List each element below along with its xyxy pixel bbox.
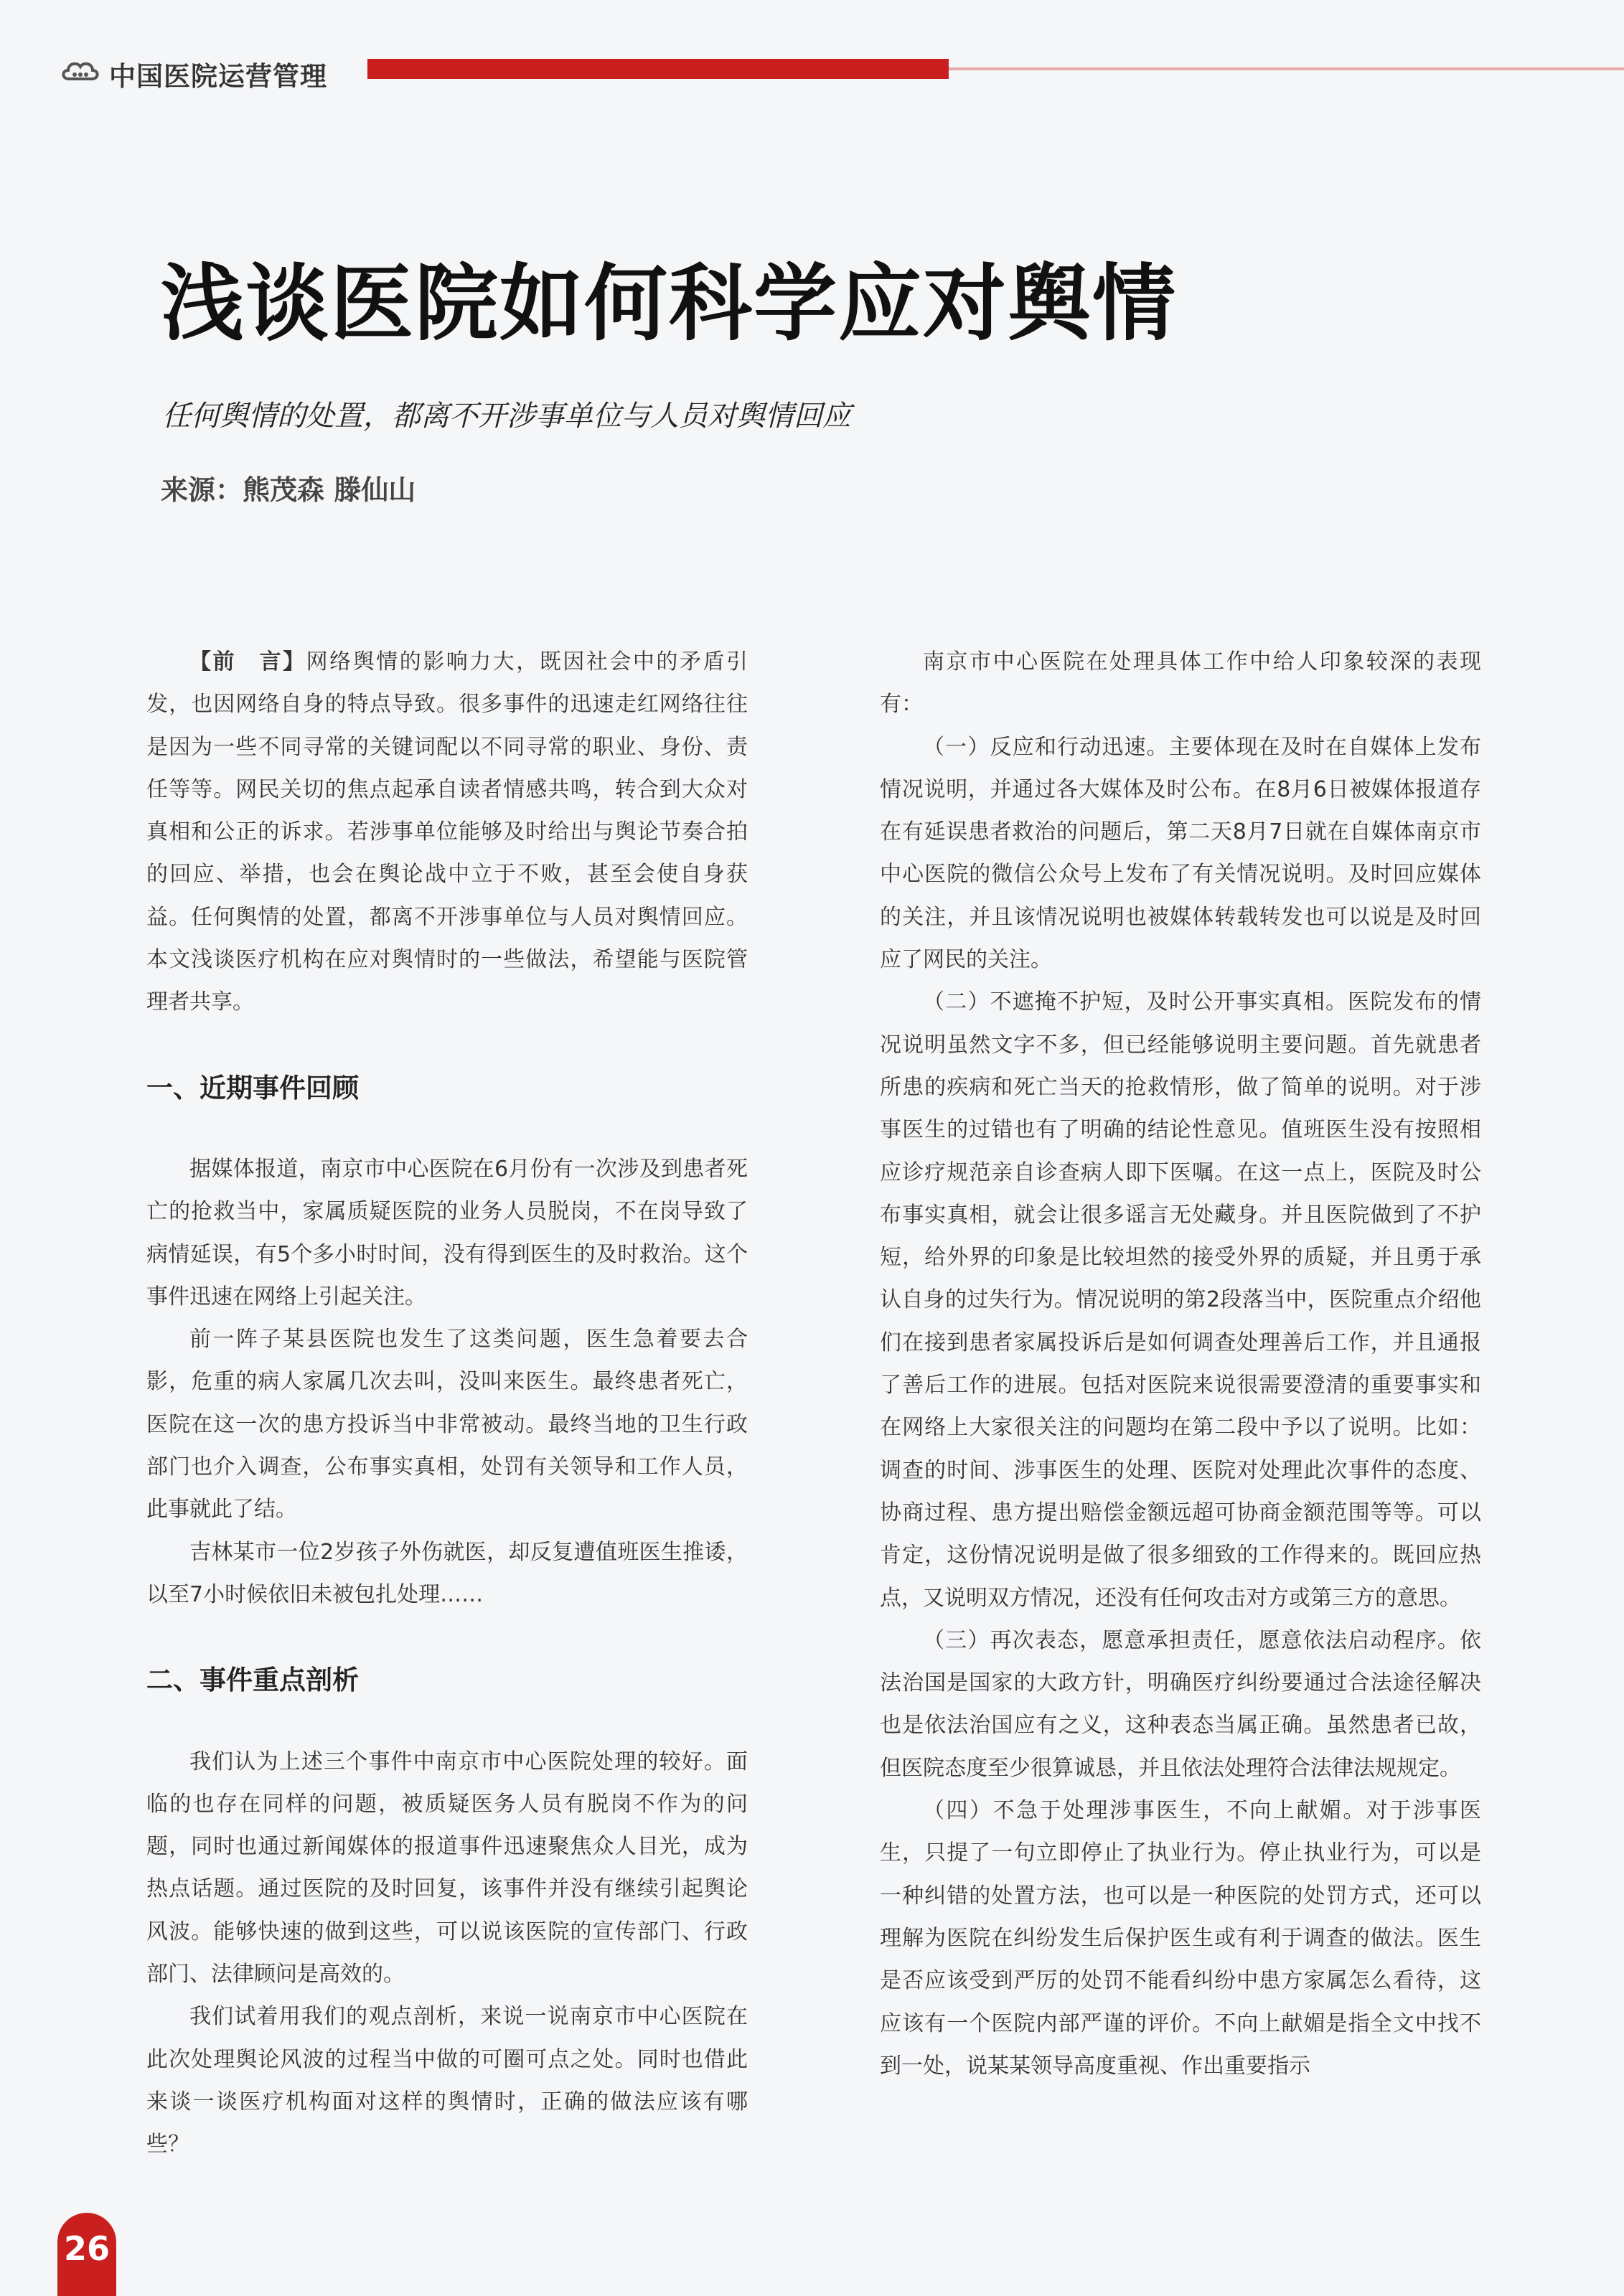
header-accent-bar [367,59,949,79]
section2-paragraph: 我们认为上述三个事件中南京市中心医院处理的较好。面临的也存在同样的问题，被质疑医务人员有脱岗不作为的问题，同时也通过新闻媒体的报道事件迅速聚焦众人目光，成为热点话题。通过医院的及时回复，该事件并没有继续引起舆论风波。能够快速的做到这些，可以说该医院的宣传部门、行政部门、法律顾问是高效的。 [146,1749,748,1987]
page-header [59,52,1624,95]
section2-heading: 二、事件重点剖析 [146,1665,359,1696]
article-source: 来源：熊茂森 滕仙山 [161,474,416,506]
preface-tag: 【前 言】 [189,649,306,674]
section1-paragraph: 吉林某市一位2岁孩子外伤就医，却反复遭值班医生推诿，以至7小时候依旧未被包扎处理…… [146,1539,748,1607]
page-number: 26 [57,2213,116,2296]
magazine-name: 中国医院运营管理 [109,61,327,92]
left-column [146,641,748,2166]
article-title: 浅谈医院如何科学应对舆情 [161,255,1177,352]
right-paragraph: （二）不遮掩不护短，及时公开事实真相。医院发布的情况说明虽然文字不多，但已经能够说明主要问题。首先就患者所患的疾病和死亡当天的抢救情形，做了简单的说明。对于涉事医生的过错也有了明确的结论性意见。值班医生没有按照相应诊疗规范亲自诊查病人即下医嘱。在这一点上，医院及时公布事实真相，就会让很多谣言无处藏身。并且医院做到了不护短，给外界的印象是比较坦然的接受外界的质疑，并且勇于承认自身的过失行为。情况说明的第2段落当中，医院重点介绍他们在接到患者家属投诉后是如何调查处理善后工作，并且通报了善后工作的进展。包括对医院来说很需要澄清的重要事实和在网络上大家很关注的问题均在第二段中予以了说明。比如：调查的时间、涉事医生的处理、医院对处理此次事件的态度、协商过程、患方提出赔偿金额远超可协商金额范围等等。可以肯定，这份情况说明是做了很多细致的工作得来的。既回应热点，又说明双方情况，还没有任何攻击对方或第三方的意思。 [880,989,1481,1611]
right-paragraph: （一）反应和行动迅速。主要体现在及时在自媒体上发布情况说明，并通过各大媒体及时公布。在8月6日被媒体报道存在有延误患者救治的问题后，第二天8月7日就在自媒体南京市中心医院的微信公众号上发布了有关情况说明。及时回应媒体的关注，并且该情况说明也被媒体转载转发也可以说是及时回应了网民的关注。 [880,734,1481,973]
preface-paragraph [146,641,748,1024]
right-paragraph: 南京市中心医院在处理具体工作中给人印象较深的表现有： [880,649,1481,718]
preface-text: 网络舆情的影响力大，既因社会中的矛盾引发，也因网络自身的特点导致。很多事件的迅速走红网络往往是因为一些不同寻常的关键词配以不同寻常的职业、身份、责任等等。网民关切的焦点起承自读者情感共鸣，转合到大众对真相和公正的诉求。若涉事单位能够及时给出与舆论节奏合拍的回应、举措，也会在舆论战中立于不败，甚至会使自身获益。任何舆情的处置，都离不开涉事单位与人员对舆情回应。本文浅谈医疗机构在应对舆情时的一些做法，希望能与医院管理者共享。 [146,649,748,1015]
right-paragraph: （三）再次表态，愿意承担责任，愿意依法启动程序。依法治国是国家的大政方针，明确医疗纠纷要通过合法途径解决也是依法治国应有之义，这种表态当属正确。虽然患者已故，但医院态度至少很算诚恳，并且依法处理符合法律法规规定。 [880,1627,1481,1781]
cloud-logo-icon [59,57,102,86]
section2-paragraph: 我们试着用我们的观点剖析，来说一说南京市中心医院在此次处理舆论风波的过程当中做的可圈可点之处。同时也借此来谈一谈医疗机构面对这样的舆情时，正确的做法应该有哪些？ [146,2004,748,2158]
article-subtitle: 任何舆情的处置，都离不开涉事单位与人员对舆情回应 [162,400,851,433]
right-column [880,641,1481,2087]
header-divider-line [949,67,1624,70]
section1-paragraph: 据媒体报道，南京市中心医院在6月份有一次涉及到患者死亡的抢救当中，家属质疑医院的业务人员脱岗，不在岗导致了病情延误，有5个多小时时间，没有得到医生的及时救治。这个事件迅速在网络上引起关注。 [146,1156,748,1309]
right-paragraph: （四）不急于处理涉事医生，不向上献媚。对于涉事医生，只提了一句立即停止了执业行为。停止执业行为，可以是一种纠错的处置方法，也可以是一种医院的处罚方式，还可以理解为医院在纠纷发生后保护医生或有利于调查的做法。医生是否应该受到严厉的处罚不能看纠纷中患方家属怎么看待，这应该有一个医院内部严谨的评价。不向上献媚是指全文中找不到一处，说某某领导高度重视、作出重要指示 [880,1798,1481,2079]
section1-paragraph: 前一阵子某县医院也发生了这类问题，医生急着要去合影，危重的病人家属几次去叫，没叫来医生。最终患者死亡，医院在这一次的患方投诉当中非常被动。最终当地的卫生行政部门也介入调查，公布事实真相，处罚有关领导和工作人员，此事就此了结。 [146,1327,748,1523]
section1-heading: 一、近期事件回顾 [146,1072,359,1104]
